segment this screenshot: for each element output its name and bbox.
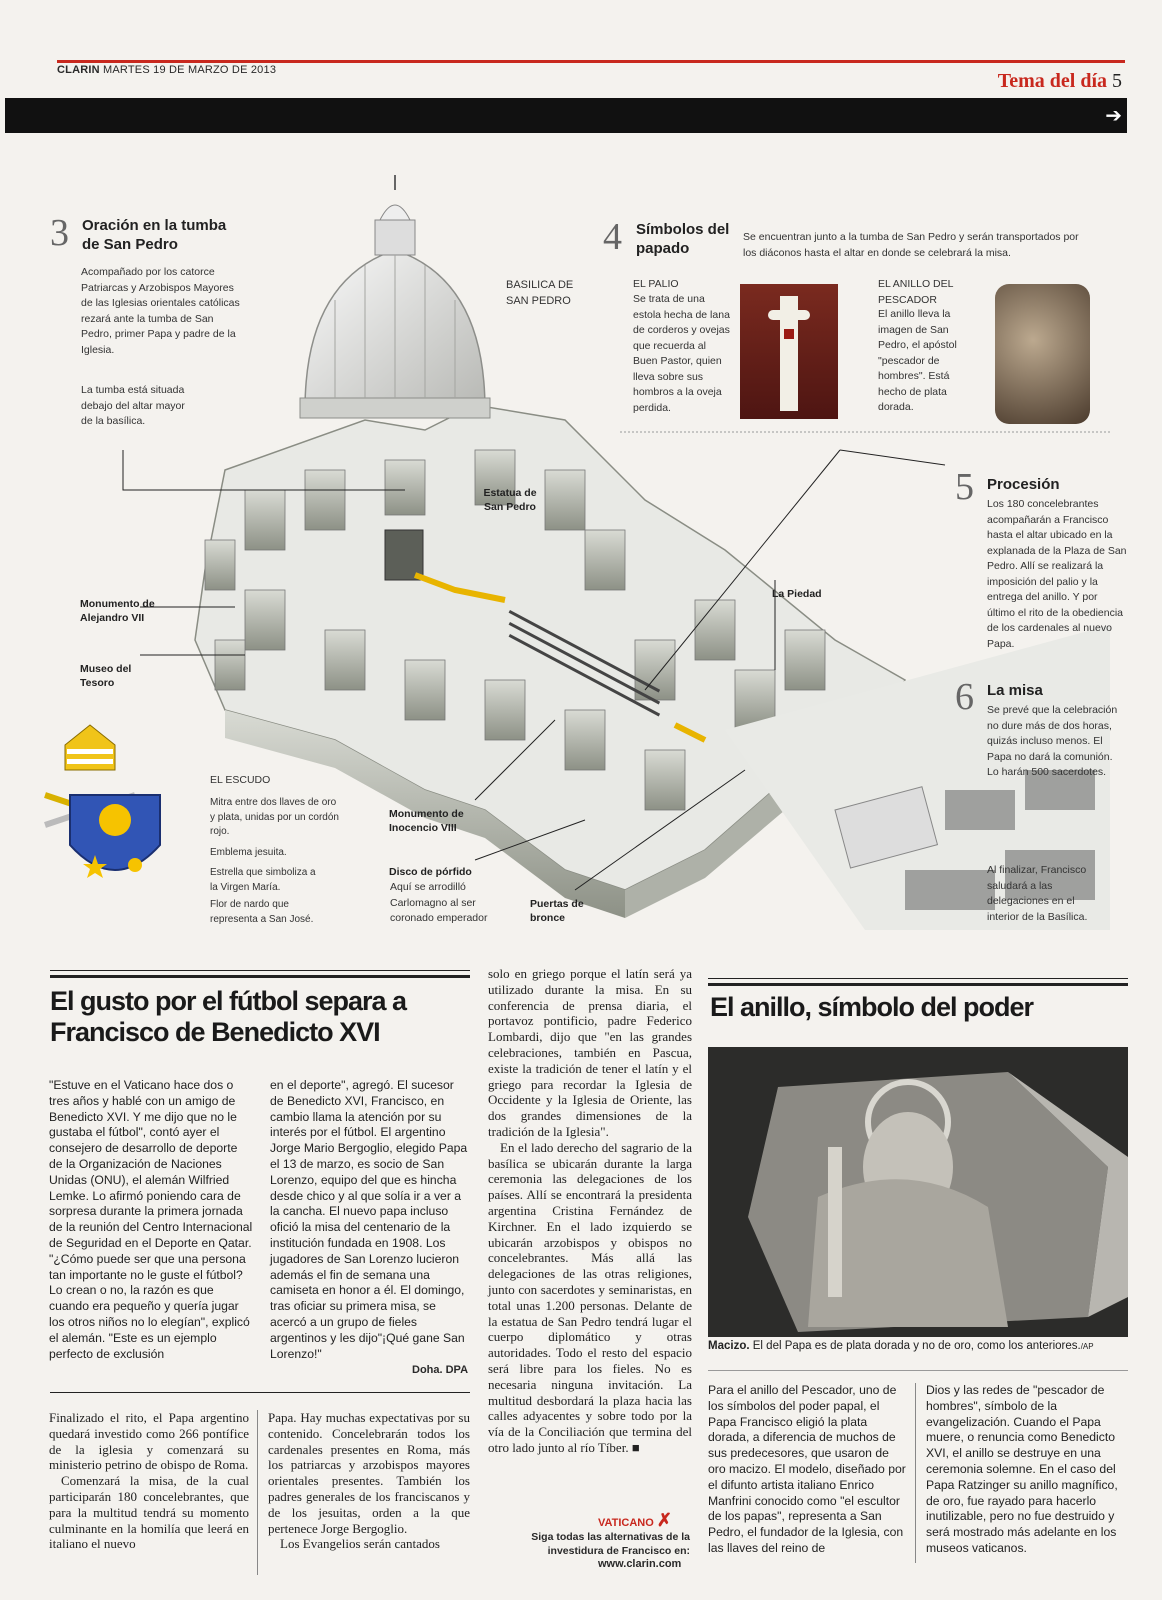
section-header	[998, 70, 1122, 93]
header-rule	[57, 60, 1125, 63]
step-5-title: Procesión	[987, 476, 1060, 493]
step-6-number: 6	[955, 676, 974, 718]
arrow-right-icon: ➔	[1105, 105, 1122, 127]
article1-col2: en el deporte", agregó. El sucesor de Benedicto XVI, Francisco, en cambio llama la atención por su interés por el fútbol. El argentino Jorge Mario Bergoglio, elegido Papa el 13 de marzo, es socio de San Lorenzo, equipo del que es hincha desde chico y al que solía ir a ver a la cancha. El nuevo papa incluso ofició la misa del centenario de la institución fundada en 1908. Los jugadores de San Lorenzo lucieron además el fin de semana una camiseta en honor a él. El domingo, tras oficiar su primera misa, se acercó a un grupo de fieles argentinos y les dijo"¡Qué gane San Lorenzo!"	[270, 1078, 468, 1361]
article1-rule	[50, 970, 470, 971]
ring-photo	[708, 1047, 1128, 1337]
step-5-text: Los 180 concelebrantes acompañarán a Francisco hasta el altar ubicado en la explanada de la Plaza de San Pedro. Allí se realizará la imposición del palio y la entrega del anillo. Y por último el rito de la obediencia de los cardenales al nuevo Papa.	[987, 498, 1127, 650]
ring-caption	[708, 1340, 1094, 1352]
page-number: 5	[1112, 70, 1122, 92]
paper-date: MARTES 19 DE MARZO DE 2013	[103, 64, 277, 76]
palio-title: EL PALIO	[633, 278, 679, 290]
label-inocencio: Monumento de Inocencio VIII	[389, 808, 464, 834]
anillo-text: El anillo lleva la imagen de San Pedro, el apóstol "pescador de hombres". Está hecho de plata dorada.	[878, 308, 957, 413]
label-museo: Museo del Tesoro	[80, 663, 132, 689]
label-alejandro: Monumento de Alejandro VII	[80, 598, 155, 624]
article2-headline: El anillo, símbolo del poder	[710, 992, 1034, 1022]
article2-rule	[708, 978, 1128, 979]
header-dateline	[57, 64, 276, 76]
palio-text: Se trata de una estola hecha de lana de corderos y ovejas que recuerda al Buen Pastor, quien lleva sobre sus hombros a la oveja perdida.	[633, 293, 730, 414]
step-3-title: Oración en la tumba de San Pedro	[82, 217, 227, 253]
label-puertas: Puertas de bronce	[530, 898, 584, 924]
ring-caption-credit: /AP	[1080, 1342, 1094, 1351]
article1-rule-thick	[50, 975, 470, 978]
step-5-number: 5	[955, 466, 974, 508]
label-disco-text: Aquí se arrodilló Carlomagno al ser coronado emperador	[390, 881, 488, 924]
step-6-note: Al finalizar, Francisco saludará a las delegaciones en el interior de la Basílica.	[987, 864, 1088, 923]
article1-headline: El gusto por el fútbol separa a Francisco de Benedicto XVI	[50, 986, 407, 1047]
anillo-title: EL ANILLO DEL PESCADOR	[878, 278, 954, 306]
step-4-title: Símbolos del papado	[636, 221, 730, 257]
basilica-floorplan	[195, 405, 905, 918]
label-estatua: Estatua de San Pedro	[483, 487, 537, 513]
section-bar	[5, 98, 1127, 133]
papal-coat-of-arms	[45, 725, 160, 878]
main-col1	[49, 1410, 249, 1552]
article1-col1: "Estuve en el Vaticano hace dos o tres años y hablé con un amigo de Benedicto XVI. Y me dijo que no le gustaba el fútbol", contó ayer el consejero de desarrollo de deporte de la Organización de Naciones Unidas (ONU), el alemán Wilfried Lemke. Lo afirmó poniendo cara de sorpresa durante la primera jornada de la reunión del Centro Internacional de Seguridad en el Deporte en Qatar. "¿Cómo puede ser que una persona tan importante no le guste el fútbol? Lo crean o no, la razón es que cuando era pequeño y quería jugar los otros niños no lo elegían", explicó el alemán. "Este es un ejemplo perfecto de exclusión	[49, 1078, 253, 1361]
article2-rule-thick	[708, 983, 1128, 986]
article2-col1: Para el anillo del Pescador, uno de los símbolos del poder papal, el Papa Francisco eligió la plata dorada, a diferencia de muchos de sus predecesores, que usaron de oro macizo. El modelo, diseñado por el difunto artista italiano Enrico Manfrini conocido como "el escultor de los papas", representa a San Pedro, el fundador de la Iglesia, con las llaves del reino de	[708, 1383, 906, 1555]
escudo-item-3: Estrella que simboliza a la Virgen María.	[210, 867, 316, 893]
step-6-text: Se prevé que la celebración no dure más de dos horas, quizás incluso menos. El Papa no dará la comunión. Lo harán 500 sacerdotes.	[987, 704, 1118, 778]
label-disco: Disco de pórfido	[389, 866, 472, 878]
promo-tag-label: VATICANO	[598, 1517, 654, 1529]
ring-small-image	[995, 284, 1090, 424]
article1-signature: Doha. DPA	[412, 1364, 469, 1376]
caption-rule	[708, 1370, 1128, 1371]
step-6-title: La misa	[987, 682, 1043, 699]
escudo-item-4: Flor de nardo que representa a San José.	[210, 899, 314, 925]
escudo-item-2: Emblema jesuita.	[210, 847, 287, 858]
main-col2	[268, 1410, 470, 1552]
main-col3-p2: En el lado derecho del sagrario de la basílica se ubicarán durante la larga ceremonia las delegaciones de los países. Allí se encontrará la presidenta argentina Cristina Fernández de Kirchner. En el lado izquierdo se ubicarán arzobispos y obispos no concelebrantes. Más allá las delegaciones de las otras religiones, junto con sacerdotes y seminaristas, en total unas 1.200 personas. Delante de la estatua de San Pedro tendrá lugar el cuerpo diplomático y otras autoridades. Todo el resto del espacio será libre para los fieles. No es necesaria ninguna invitación. La multitud desbordará la plaza hacia las calles adyacentes y sobre todo por la vía de la Conciliación que termina del otro lado junto al río Tíber. ■	[488, 1139, 692, 1455]
main-col2-p2: Los Evangelios serán cantados	[280, 1536, 440, 1552]
article2-col2: Dios y las redes de "pescador de hombres", símbolo de la evangelización. Cuando el Papa muere, o renuncia como Benedicto XVI, el anillo se destruye en una ceremonia solemne. En el caso del Papa Ratzinger su anillo magnífico, de oro, fue rayado para hacerlo inutilizable, pero no fue destruido y será mostrado más adelante en los museos vaticanos.	[926, 1383, 1118, 1555]
main-col3	[488, 966, 692, 1456]
step-3-text: Acompañado por los catorce Patriarcas y Arzobispos Mayores de las Iglesias orientales católicas rezará ante la tumba de San Pedro, primer Papa y padre de la Iglesia.	[81, 266, 240, 356]
step-3-number: 3	[50, 212, 69, 254]
main-col1-p1: Finalizado el rito, el Papa argentino quedará investido como 266 pontífice de la iglesia y comenzará su ministerio petrino de obispo de Roma.	[49, 1410, 249, 1473]
paper-name: CLARIN	[57, 64, 100, 76]
x-logo-icon: ✗	[656, 1510, 672, 1530]
step-3-note: La tumba está situada debajo del altar mayor de la basílica.	[81, 384, 185, 427]
article1-bottom-rule	[50, 1392, 470, 1393]
main-col3-p1: solo en griego porque el latín será ya utilizado durante la misa. En su conferencia de prensa diaria, el portavoz pontificio, padre Federico Lombardi, dijo que "en las grandes celebraciones, también en Pascua, existe la tradición de tener el latín y el griego para recordar la Iglesia de Occidente y la Iglesia de Oriente, las dos grandes dimensiones de la tradición de la Iglesia".	[488, 966, 692, 1139]
column-separator	[257, 1410, 258, 1575]
section-title: Tema del día	[997, 70, 1107, 92]
step-4-intro: Se encuentran junto a la tumba de San Pedro y serán transportados por los diáconos hasta el altar en donde se celebrará la misa.	[743, 231, 1079, 259]
escudo-item-1: Mitra entre dos llaves de oro y plata, unidas por un cordón rojo.	[210, 797, 339, 837]
step-4-number: 4	[603, 216, 622, 258]
ring-caption-bold: Macizo.	[708, 1340, 750, 1352]
main-col2-p1: Papa. Hay muchas expectativas por su contenido. Concelebrarán todos los cardenales presentes en Roma, más los patriarcas y arzobispos mayores orientales presentes. También los padres generales de los franciscanos y de los jesuitas, orden a la que pertenece Jorge Bergoglio.	[268, 1410, 470, 1536]
ring-photo-illustration	[708, 1047, 1128, 1337]
main-col1-p2: Comenzará la misa, de la cual participarán 180 concelebrantes, que para la multitud tendrá su momento culminante en la homilía que leerá en italiano el nuevo	[49, 1473, 249, 1552]
escudo-title: EL ESCUDO	[210, 774, 271, 786]
promo-url[interactable]: www.clarin.com	[598, 1558, 682, 1570]
basilica-label: BASILICA DE SAN PEDRO	[506, 279, 574, 307]
article2-col-separator	[915, 1383, 916, 1563]
dome	[300, 175, 490, 418]
label-piedad: La Piedad	[772, 588, 822, 600]
promo-text: Siga todas las alternativas de la investidura de Francisco en:	[531, 1531, 690, 1557]
ring-caption-text: El del Papa es de plata dorada y no de oro, como los anteriores.	[752, 1340, 1081, 1352]
promo-tag	[598, 1510, 672, 1531]
palio-image	[740, 284, 838, 419]
